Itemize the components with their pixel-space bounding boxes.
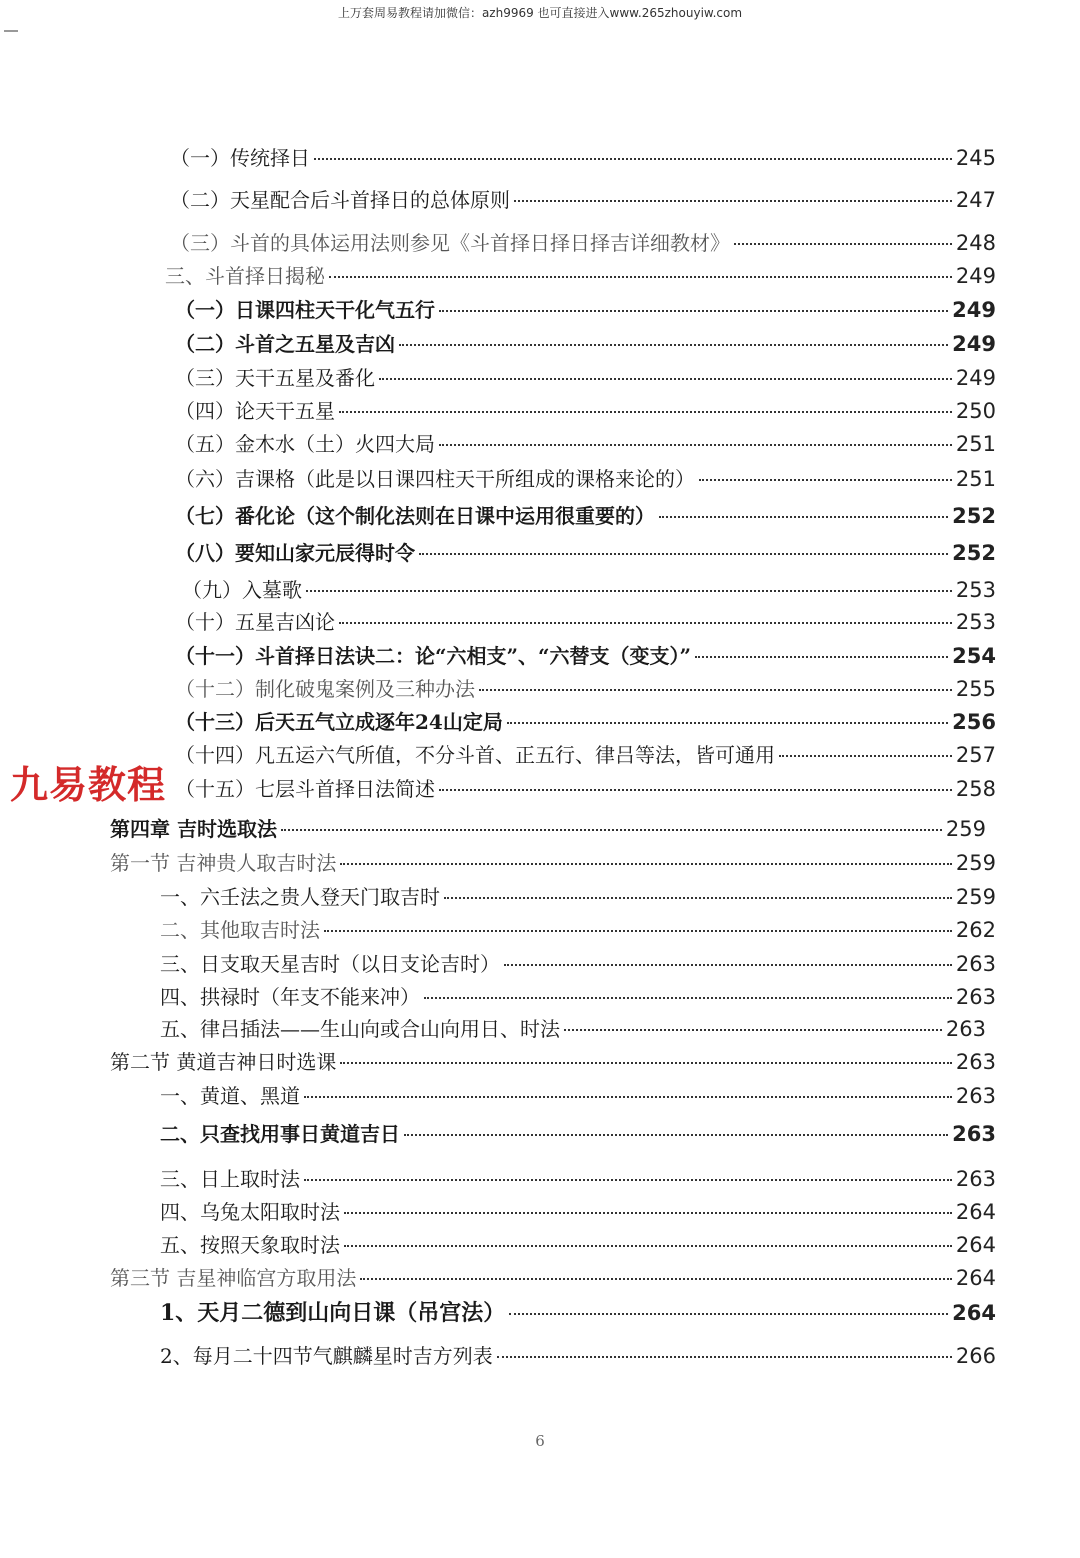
toc-entry[interactable]: [160, 1196, 996, 1226]
toc-entry-title: （四）论天干五星: [175, 399, 335, 423]
toc-entry-page: 252: [952, 504, 996, 528]
toc-entry-title: （十一）斗首择日法诀二：论“六相支”、“六替支（变支）”: [175, 644, 692, 668]
toc-leader-dots: [504, 964, 952, 966]
toc-entry-title: （一）日课四柱天干化气五行: [175, 298, 435, 322]
toc-entry-title: （十四）凡五运六气所值，不分斗首、正五行、律吕等法，皆可通用: [175, 743, 775, 767]
toc-entry-title: （九）入墓歌: [182, 578, 302, 602]
toc-entry[interactable]: [170, 142, 996, 172]
toc-leader-dots: [339, 622, 952, 624]
toc-leader-dots: [340, 863, 952, 865]
toc-leader-dots: [304, 1179, 952, 1181]
toc-section[interactable]: [110, 847, 996, 877]
toc-entry[interactable]: [175, 328, 996, 358]
toc-entry[interactable]: [175, 395, 996, 425]
toc-entry-page: 255: [955, 677, 996, 701]
toc-entry-title: （三）斗首的具体运用法则参见《斗首择日择日择吉详细教材》: [170, 231, 730, 255]
toc-entry-title: 第二节 黄道吉神日时选课: [110, 1050, 337, 1074]
toc-leader-dots: [404, 1134, 948, 1136]
toc-leader-dots: [695, 656, 948, 658]
toc-entry-title: （一）传统择日: [170, 146, 310, 170]
toc-entry[interactable]: [160, 1340, 996, 1370]
toc-entry-title: 2、每月二十四节气麒麟星时吉方列表: [160, 1344, 493, 1368]
toc-entry-title: 第四章 吉时选取法: [110, 817, 277, 841]
toc-section[interactable]: [110, 1046, 996, 1076]
toc-leader-dots: [779, 755, 952, 757]
toc-leader-dots: [314, 158, 952, 160]
toc-entry-title: （五）金木水（土）火四大局: [175, 432, 435, 456]
toc-leader-dots: [424, 997, 952, 999]
toc-entry-page: 252: [952, 541, 996, 565]
toc-leader-dots: [507, 722, 948, 724]
toc-entry-title: 二、其他取吉时法: [160, 918, 320, 942]
toc-entry-title: （三）天干五星及番化: [175, 366, 375, 390]
toc-entry[interactable]: [175, 739, 996, 769]
toc-entry-title: 1、天月二德到山向日课（吊宫法）: [160, 1300, 506, 1326]
watermark-text: 九易教程: [10, 763, 167, 807]
toc-leader-dots: [304, 1096, 952, 1098]
toc-entry[interactable]: [170, 227, 996, 257]
toc-leader-dots: [339, 411, 952, 413]
toc-entry-page: 263: [945, 1017, 986, 1041]
toc-entry-page: 254: [952, 644, 996, 668]
toc-entry-page: 250: [955, 399, 996, 423]
toc-leader-dots: [306, 590, 952, 592]
scan-edge-mark: [4, 30, 18, 32]
toc-entry[interactable]: [175, 362, 996, 392]
toc-leader-dots: [360, 1278, 952, 1280]
toc-entry-title: （十三）后天五气立成逐年24山定局: [175, 710, 503, 734]
toc-leader-dots: [379, 378, 952, 380]
toc-entry-page: 249: [952, 332, 996, 356]
toc-entry-title: 五、按照天象取时法: [160, 1233, 340, 1257]
toc-leader-dots: [281, 829, 942, 831]
toc-entry[interactable]: [175, 606, 996, 636]
toc-entry-title: 二、只查找用事日黄道吉日: [160, 1122, 400, 1146]
toc-entry[interactable]: [175, 294, 996, 324]
toc-entry-title: （七）番化论（这个制化法则在日课中运用很重要的）: [175, 504, 655, 528]
toc-entry-title: （二）天星配合后斗首择日的总体原则: [170, 188, 510, 212]
toc-entry-page: 258: [955, 777, 996, 801]
toc-entry-page: 264: [955, 1233, 996, 1257]
toc-chapter[interactable]: [110, 813, 986, 843]
toc-leader-dots: [419, 553, 948, 555]
toc-entry-page: 253: [955, 578, 996, 602]
toc-entry-page: 249: [952, 298, 996, 322]
toc-leader-dots: [497, 1356, 952, 1358]
toc-entry[interactable]: [160, 1296, 996, 1326]
toc-leader-dots: [479, 689, 952, 691]
toc-entry-page: 263: [955, 1050, 996, 1074]
toc-entry-title: （十）五星吉凶论: [175, 610, 335, 634]
toc-entry-title: （六）吉课格（此是以日课四柱天干所组成的课格来论的）: [175, 467, 695, 491]
toc-entry-title: 五、律吕插法——生山向或合山向用日、时法: [160, 1017, 560, 1041]
toc-leader-dots: [324, 930, 952, 932]
toc-entry[interactable]: [175, 706, 996, 736]
toc-entry[interactable]: [170, 184, 996, 214]
toc-entry-title: （二）斗首之五星及吉凶: [175, 332, 395, 356]
toc-entry-title: 三、日上取时法: [160, 1167, 300, 1191]
toc-entry[interactable]: [182, 574, 996, 604]
toc-entry-page: 266: [955, 1344, 996, 1368]
toc-entry-page: 263: [955, 985, 996, 1009]
toc-entry[interactable]: [160, 1013, 986, 1043]
toc-entry-page: 249: [955, 264, 996, 288]
toc-entry-page: 263: [955, 1167, 996, 1191]
toc-entry-title: 第三节 吉星神临宫方取用法: [110, 1266, 357, 1290]
toc-leader-dots: [399, 344, 948, 346]
toc-leader-dots: [444, 897, 952, 899]
toc-entry-page: 259: [955, 885, 996, 909]
toc-entry[interactable]: [175, 428, 996, 458]
toc-entry[interactable]: [165, 260, 996, 290]
toc-entry-page: 262: [955, 918, 996, 942]
toc-entry-page: 256: [952, 710, 996, 734]
toc-entry-page: 264: [952, 1301, 996, 1325]
toc-entry-page: 247: [955, 188, 996, 212]
toc-leader-dots: [509, 1313, 948, 1315]
toc-entry-title: （十五）七层斗首择日法简述: [175, 777, 435, 801]
header-notice: 上万套周易教程请加微信：azh9969 也可直接进入www.265zhouyiw.com: [337, 6, 743, 20]
toc-entry[interactable]: [160, 948, 996, 978]
toc-entry[interactable]: [175, 673, 996, 703]
page-number: 6: [535, 1432, 545, 1450]
toc-leader-dots: [344, 1245, 952, 1247]
toc-entry-page: 259: [945, 817, 986, 841]
toc-entry[interactable]: [160, 914, 996, 944]
toc-entry[interactable]: [160, 1118, 996, 1148]
toc-entry-title: 三、斗首择日揭秘: [165, 264, 325, 288]
toc-leader-dots: [659, 516, 948, 518]
toc-entry[interactable]: [175, 463, 996, 493]
toc-leader-dots: [340, 1062, 952, 1064]
toc-entry-title: （八）要知山家元辰得时令: [175, 541, 415, 565]
toc-entry-title: 三、日支取天星吉时（以日支论吉时）: [160, 952, 500, 976]
toc-leader-dots: [734, 243, 952, 245]
toc-leader-dots: [699, 479, 952, 481]
toc-entry[interactable]: [175, 773, 996, 803]
toc-leader-dots: [514, 200, 952, 202]
toc-entry-title: 一、黄道、黑道: [160, 1084, 300, 1108]
toc-entry[interactable]: [160, 1080, 996, 1110]
toc-entry-title: 第一节 吉神贵人取吉时法: [110, 851, 337, 875]
toc-entry-page: 257: [955, 743, 996, 767]
toc-section[interactable]: [110, 1262, 996, 1292]
toc-entry-page: 251: [955, 432, 996, 456]
toc-leader-dots: [329, 276, 952, 278]
toc-entry[interactable]: [175, 640, 996, 670]
toc-entry-title: （十二）制化破鬼案例及三种办法: [175, 677, 475, 701]
toc-entry-page: 263: [955, 952, 996, 976]
toc-entry-page: 264: [955, 1200, 996, 1224]
toc-entry[interactable]: [160, 1229, 996, 1259]
toc-entry[interactable]: [175, 537, 996, 567]
toc-entry-title: 四、拱禄时（年支不能来冲）: [160, 985, 420, 1009]
toc-entry[interactable]: [160, 1163, 996, 1193]
toc-entry-page: 259: [955, 851, 996, 875]
toc-entry-page: 249: [955, 366, 996, 390]
toc-entry-page: 245: [955, 146, 996, 170]
toc-entry[interactable]: [175, 500, 996, 530]
toc-leader-dots: [439, 310, 948, 312]
toc-entry-page: 248: [955, 231, 996, 255]
toc-entry[interactable]: [160, 981, 996, 1011]
toc-entry-page: 251: [955, 467, 996, 491]
toc-entry-page: 264: [955, 1266, 996, 1290]
toc-entry-title: 一、六壬法之贵人登天门取吉时: [160, 885, 440, 909]
toc-entry-page: 263: [955, 1084, 996, 1108]
toc-leader-dots: [344, 1212, 952, 1214]
toc-leader-dots: [439, 789, 952, 791]
toc-entry-page: 253: [955, 610, 996, 634]
toc-entry[interactable]: [160, 881, 996, 911]
toc-entry-title: 四、乌兔太阳取时法: [160, 1200, 340, 1224]
toc-leader-dots: [439, 444, 952, 446]
toc-entry-page: 263: [952, 1122, 996, 1146]
toc-leader-dots: [564, 1029, 942, 1031]
